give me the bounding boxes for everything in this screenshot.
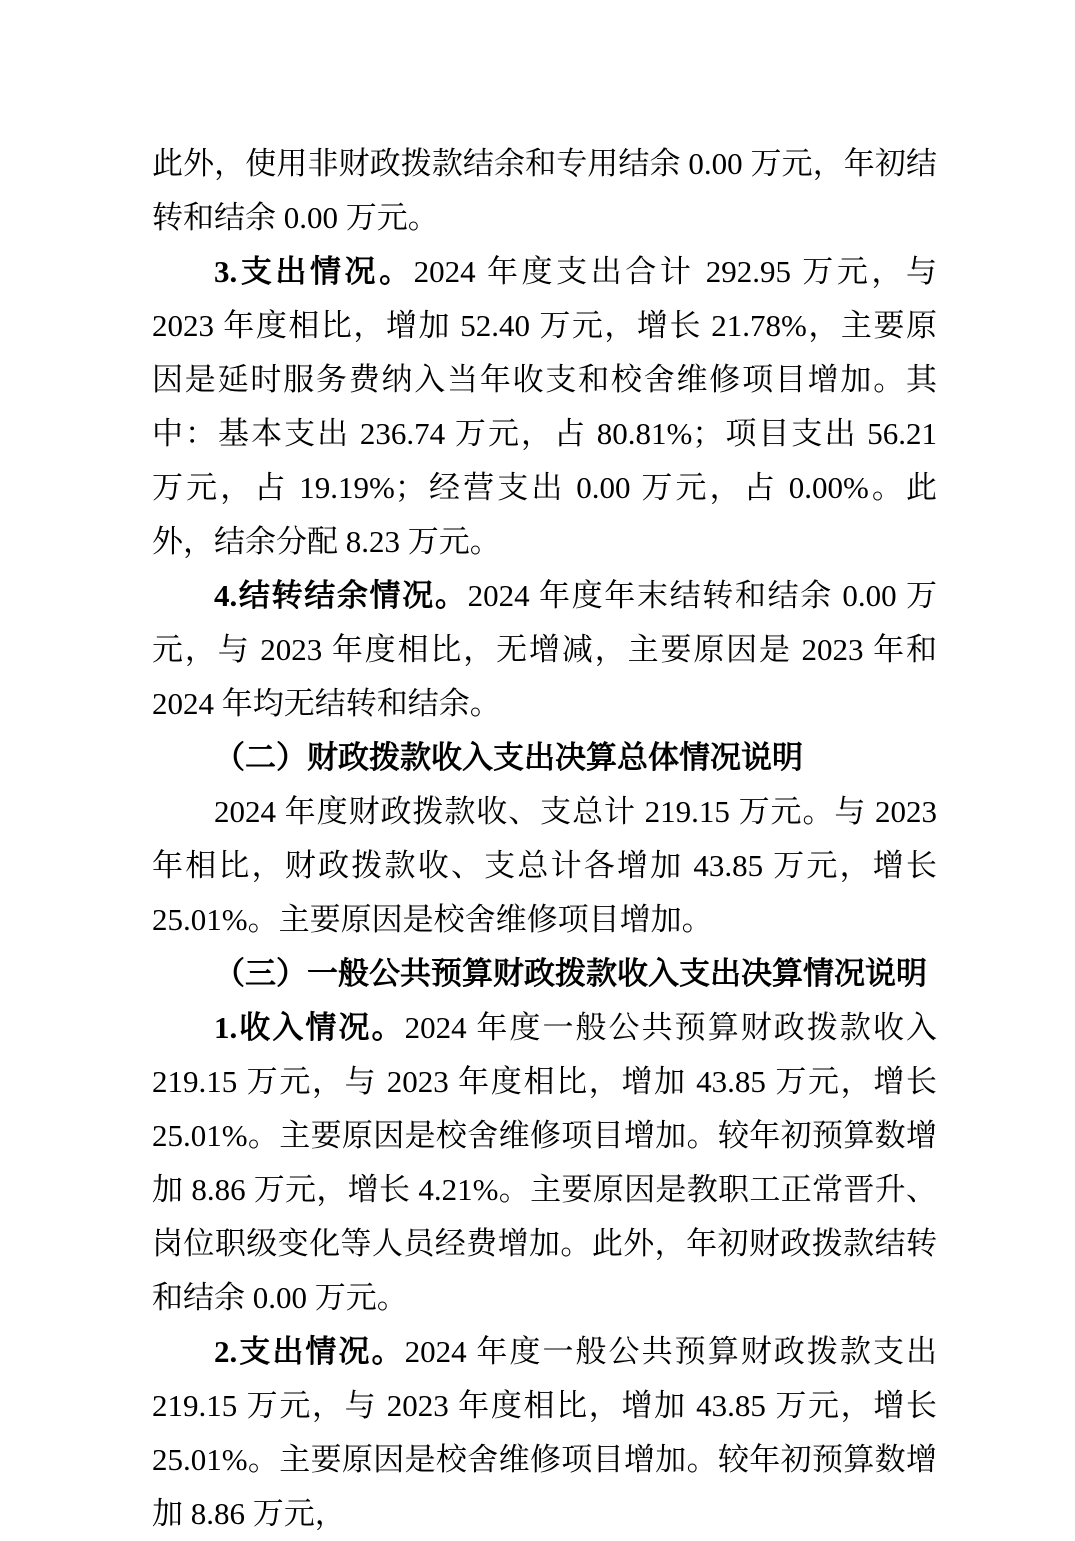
para-2-expenditure-situation-segment-0: 2.支出情况。 [214, 1334, 405, 1369]
heading-section-3-general-public-budget [152, 947, 937, 1001]
para-1-income-situation-segment-0: 1.收入情况。 [214, 1010, 405, 1045]
heading-section-2-fiscal-appropriation-overview [152, 731, 937, 785]
para-2-expenditure-situation [152, 1325, 937, 1541]
document-body [152, 137, 937, 1541]
heading-section-2-fiscal-appropriation-overview-segment-0: （二）财政拨款收入支出决算总体情况说明 [214, 740, 803, 775]
para-1-income-situation-segment-1: 2024 年度一般公共预算财政拨款收入 219.15 万元，与 2023 年度相比，增加 43.85 万元，增长 25.01%。主要原因是校舍维修项目增加。较年初预算数增加 8.86 万元，增长 4.21%。主要原因是教职工正常晋升、岗位职级变化等人员经费增加。此外，年初财政拨款结转和结余 0.00 万元。 [152, 1010, 938, 1315]
para-4-carryover-balance [152, 569, 937, 731]
para-2-expenditure-situation-segment-1: 2024 年度一般公共预算财政拨款支出 219.15 万元，与 2023 年度相比，增加 43.85 万元，增长 25.01%。主要原因是校舍维修项目增加。较年初预算数增加 8.86 万元， [152, 1334, 938, 1531]
para-nonfiscal-carryover-continued-segment-0: 此外，使用非财政拨款结余和专用结余 0.00 万元，年初结转和结余 0.00 万元。 [152, 146, 937, 235]
para-fiscal-appropriation-total-segment-0: 2024 年度财政拨款收、支总计 219.15 万元。与 2023 年相比，财政拨款收、支总计各增加 43.85 万元，增长 25.01%。主要原因是校舍维修项目增加。 [152, 794, 937, 937]
para-fiscal-appropriation-total [152, 785, 937, 947]
para-3-expenditure-overview-segment-1: 2024 年度支出合计 292.95 万元，与 2023 年度相比，增加 52.40 万元，增长 21.78%，主要原因是延时服务费纳入当年收支和校舍维修项目增加。其中：基本支出 236.74 万元，占 80.81%；项目支出 56.21 万元，占 19.19%；经营支出 0.00 万元，占 0.00%。此外，结余分配 8.23 万元。 [152, 254, 938, 559]
para-4-carryover-balance-segment-1: 2024 年度年末结转和结余 0.00 万元，与 2023 年度相比，无增减，主要原因是 2023 年和 2024 年均无结转和结余。 [152, 578, 938, 721]
para-nonfiscal-carryover-continued [152, 137, 937, 245]
para-3-expenditure-overview-segment-0: 3.支出情况。 [214, 254, 414, 289]
para-4-carryover-balance-segment-0: 4.结转结余情况。 [214, 578, 468, 613]
para-1-income-situation [152, 1001, 937, 1325]
para-3-expenditure-overview [152, 245, 937, 569]
heading-section-3-general-public-budget-segment-0: （三）一般公共预算财政拨款收入支出决算情况说明 [214, 956, 927, 991]
